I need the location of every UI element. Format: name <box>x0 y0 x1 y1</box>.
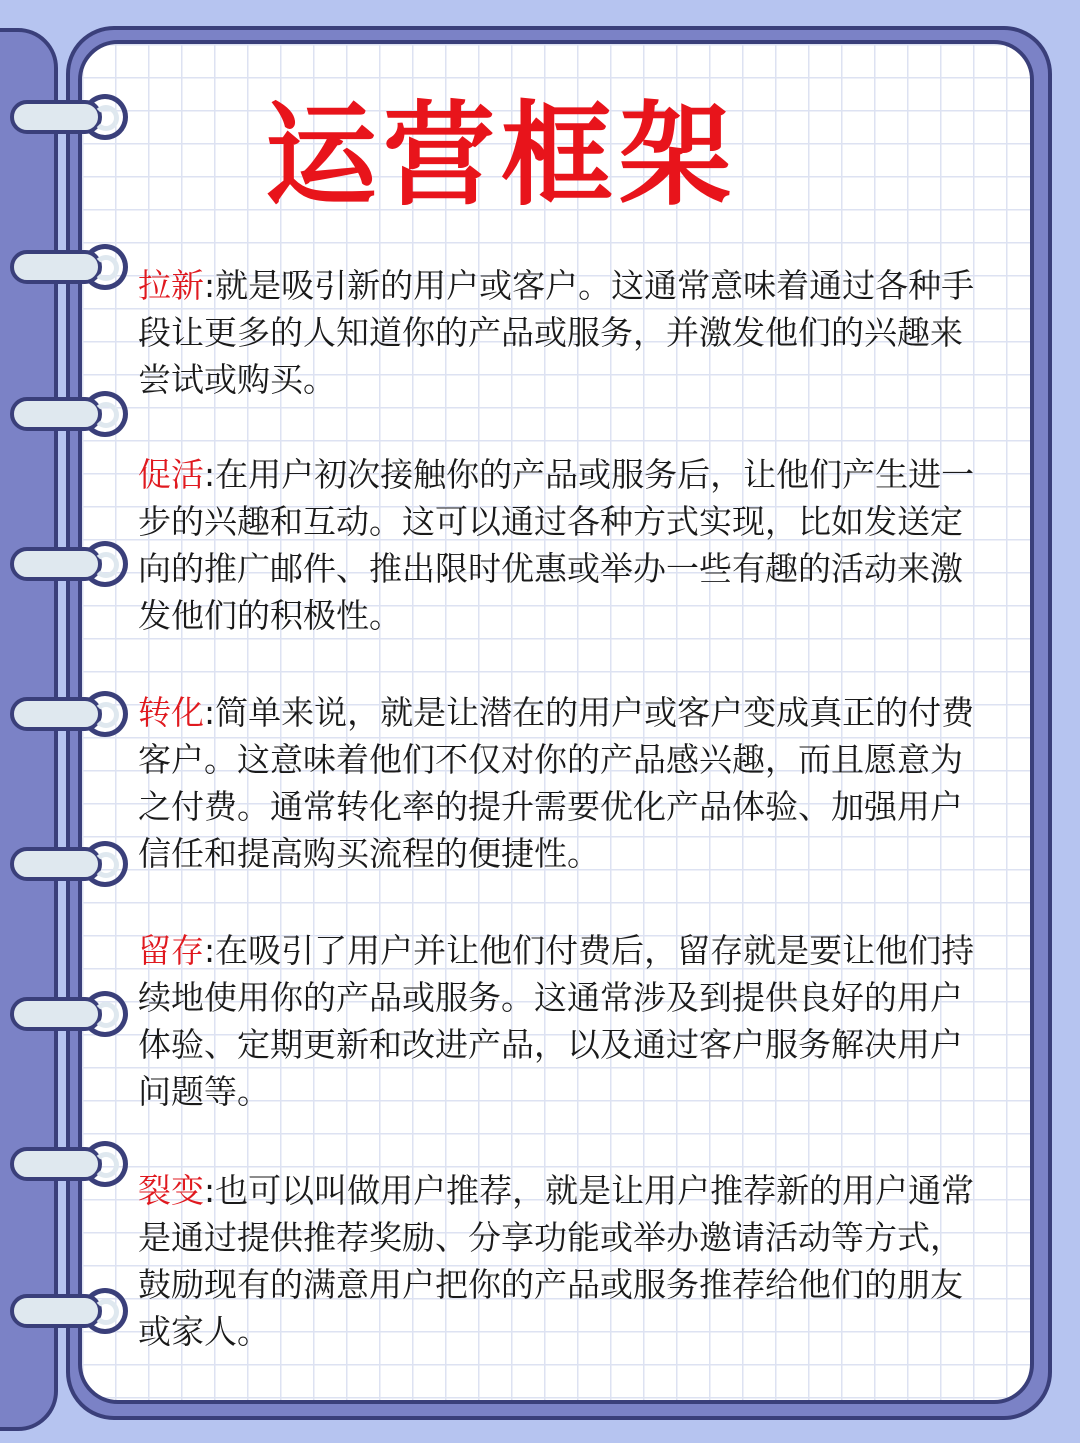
section-retention <box>138 927 988 1115</box>
section-term: 促活 <box>138 455 204 494</box>
binder-ring-icon <box>10 843 120 887</box>
binder-ring-icon <box>10 993 120 1037</box>
section-term: 裂变 <box>138 1171 204 1210</box>
section-body: :简单来说，就是让潜在的用户或客户变成真正的付费客户。这意味着他们不仅对你的产品感兴趣，而且愿意为之付费。通常转化率的提升需要优化产品体验、加强用户信任和提高购买流程的便捷性。 <box>138 693 975 873</box>
section-term: 留存 <box>138 931 204 970</box>
section-conversion <box>138 689 988 877</box>
section-referral <box>138 1167 988 1355</box>
binder-ring-icon <box>10 246 120 290</box>
section-body: :在用户初次接触你的产品或服务后，让他们产生进一步的兴趣和互动。这可以通过各种方式实现，比如发送定向的推广邮件、推出限时优惠或举办一些有趣的活动来激发他们的积极性。 <box>138 455 975 635</box>
section-acquisition <box>138 262 988 403</box>
binder-ring-icon <box>10 393 120 437</box>
section-body: :在吸引了用户并让他们付费后，留存就是要让他们持续地使用你的产品或服务。这通常涉及到提供良好的用户体验、定期更新和改进产品，以及通过客户服务解决用户问题等。 <box>138 931 975 1111</box>
binder-ring-icon <box>10 96 120 140</box>
section-term: 拉新 <box>138 266 204 305</box>
section-body: :就是吸引新的用户或客户。这通常意味着通过各种手段让更多的人知道你的产品或服务，并激发他们的兴趣来尝试或购买。 <box>138 266 975 399</box>
binder-ring-icon <box>10 1290 120 1334</box>
section-activation <box>138 451 988 639</box>
binder-ring-icon <box>10 1143 120 1187</box>
binder-ring-icon <box>10 543 120 587</box>
section-body: :也可以叫做用户推荐，就是让用户推荐新的用户通常是通过提供推荐奖励、分享功能或举办邀请活动等方式，鼓励现有的满意用户把你的产品或服务推荐给他们的朋友或家人。 <box>138 1171 975 1351</box>
section-term: 转化 <box>138 693 204 732</box>
binder-ring-icon <box>10 693 120 737</box>
page-title: 运营框架 <box>265 91 737 221</box>
